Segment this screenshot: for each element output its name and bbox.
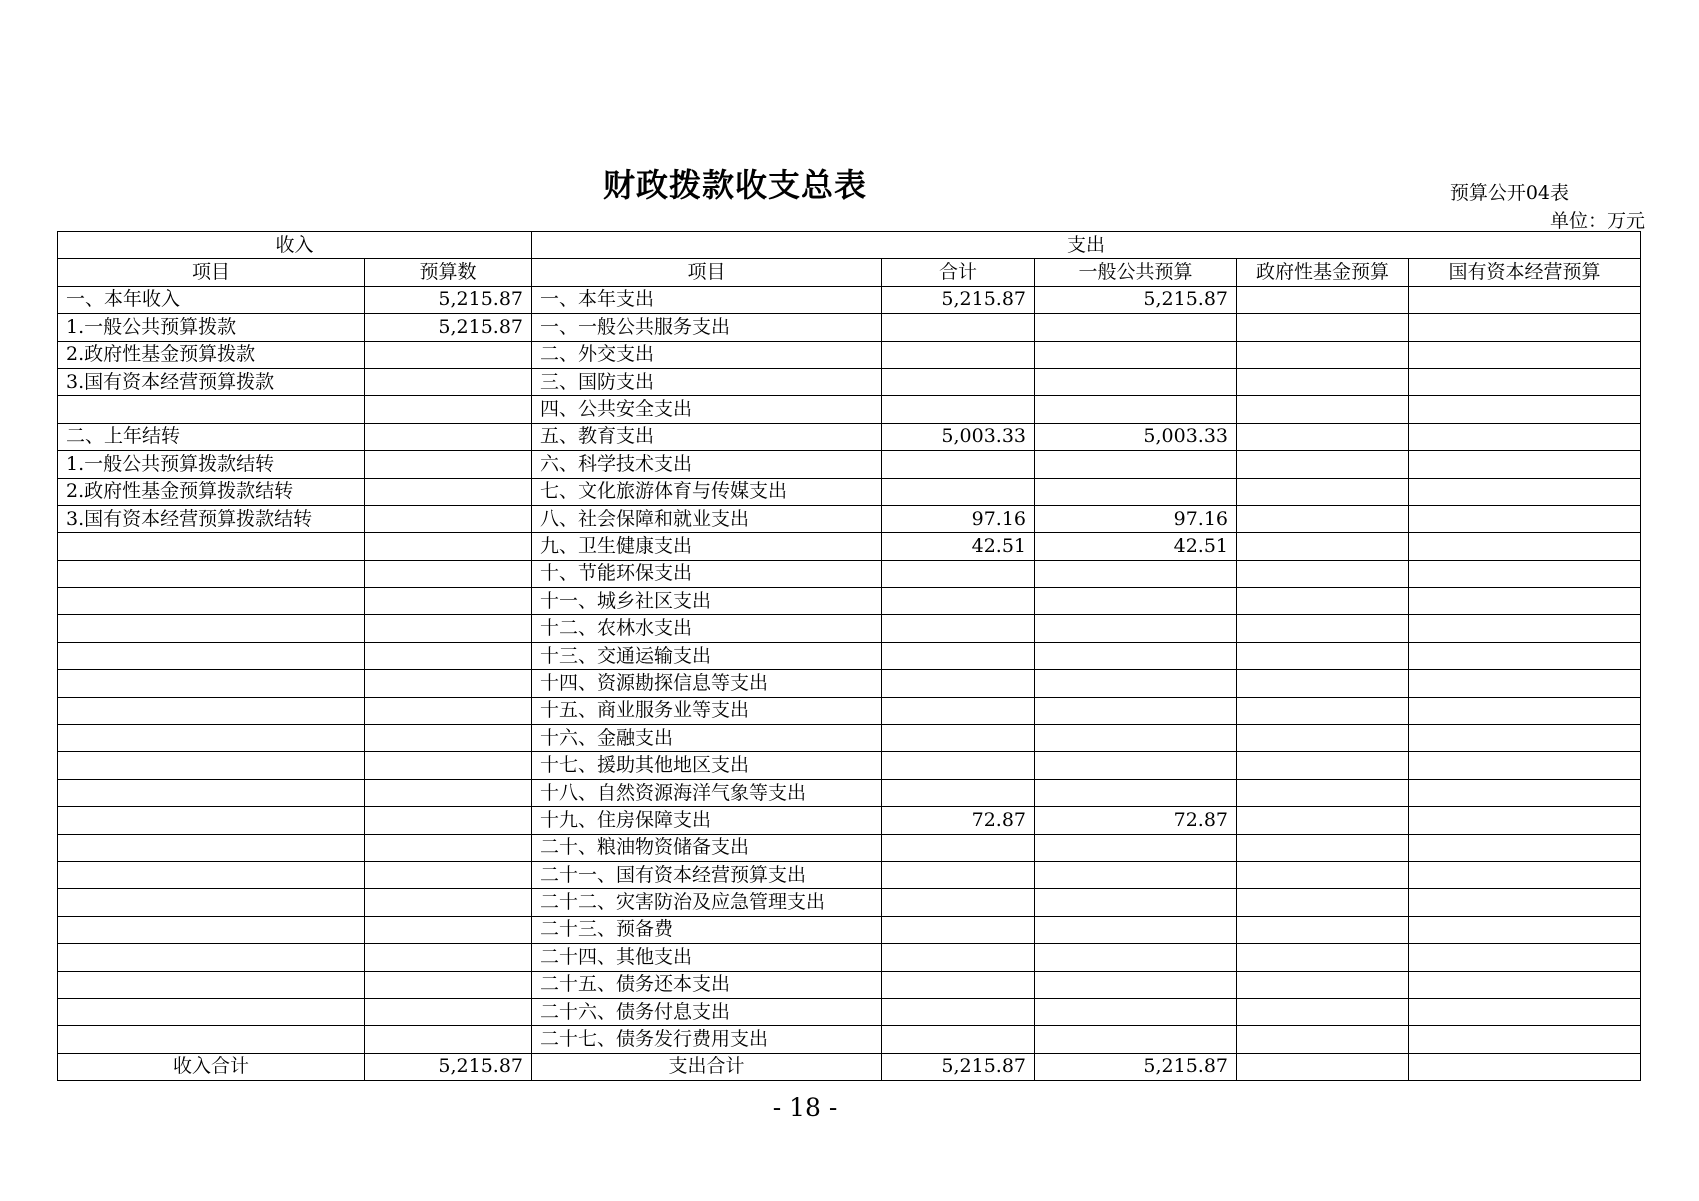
table-row (58, 834, 1641, 861)
income-item-cell (58, 697, 365, 724)
general-public-cell: 72.87 (1035, 807, 1237, 834)
general-public-header: 一般公共预算 (1035, 259, 1237, 286)
total-cell (882, 588, 1035, 615)
total-cell (882, 834, 1035, 861)
state-capital-cell (1409, 368, 1641, 395)
state-capital-cell (1409, 998, 1641, 1025)
income-amount-cell (365, 916, 532, 943)
gov-fund-cell (1237, 725, 1409, 752)
income-amount-cell (365, 725, 532, 752)
fiscal-summary-table (57, 231, 1641, 1081)
expense-item-cell: 六、科学技术支出 (532, 451, 882, 478)
expense-item-cell: 十四、资源勘探信息等支出 (532, 670, 882, 697)
table-row (58, 779, 1641, 806)
income-amount-cell (365, 752, 532, 779)
state-capital-cell (1409, 286, 1641, 313)
total-cell: 42.51 (882, 533, 1035, 560)
gov-fund-cell (1237, 752, 1409, 779)
table-row (58, 861, 1641, 888)
table-row (58, 314, 1641, 341)
general-public-cell (1035, 752, 1237, 779)
general-public-cell (1035, 396, 1237, 423)
gov-fund-cell (1237, 533, 1409, 560)
table-row (58, 533, 1641, 560)
expense-item-cell: 二十四、其他支出 (532, 944, 882, 971)
state-capital-cell (1409, 314, 1641, 341)
general-public-cell (1035, 998, 1237, 1025)
income-item-cell (58, 396, 365, 423)
expense-item-cell: 十七、援助其他地区支出 (532, 752, 882, 779)
general-public-cell (1035, 1026, 1237, 1053)
income-amount-cell (365, 588, 532, 615)
expense-item-cell: 四、公共安全支出 (532, 396, 882, 423)
general-public-cell (1035, 670, 1237, 697)
total-cell (882, 916, 1035, 943)
total-cell: 72.87 (882, 807, 1035, 834)
total-header: 合计 (882, 259, 1035, 286)
income-amount-cell (365, 807, 532, 834)
income-amount-cell (365, 779, 532, 806)
table-row (58, 478, 1641, 505)
general-public-cell (1035, 368, 1237, 395)
expense-item-cell: 二十六、债务付息支出 (532, 998, 882, 1025)
table-row (58, 752, 1641, 779)
state-capital-cell (1409, 615, 1641, 642)
table-row (58, 916, 1641, 943)
general-public-cell: 97.16 (1035, 505, 1237, 532)
table-row (58, 642, 1641, 669)
gov-fund-cell (1237, 642, 1409, 669)
state-capital-cell (1409, 396, 1641, 423)
total-cell (882, 944, 1035, 971)
income-item-cell (58, 670, 365, 697)
general-public-cell (1035, 478, 1237, 505)
total-cell (882, 341, 1035, 368)
state-capital-cell (1409, 752, 1641, 779)
income-item-cell (58, 1026, 365, 1053)
table-row (58, 1026, 1641, 1053)
state-capital-cell (1409, 807, 1641, 834)
gov-fund-cell (1237, 998, 1409, 1025)
table-title: 财政拨款收支总表 (602, 166, 867, 204)
total-cell (882, 971, 1035, 998)
income-item-cell: 二、上年结转 (58, 423, 365, 450)
total-cell: 5,003.33 (882, 423, 1035, 450)
expense-item-cell: 五、教育支出 (532, 423, 882, 450)
income-amount-cell (365, 642, 532, 669)
total-cell: 5,215.87 (882, 286, 1035, 313)
income-item-cell (58, 725, 365, 752)
gov-fund-cell (1237, 314, 1409, 341)
state-capital-cell (1409, 670, 1641, 697)
income-amount-cell (365, 944, 532, 971)
table-row (58, 807, 1641, 834)
expense-item-cell: 一、一般公共服务支出 (532, 314, 882, 341)
table-row (58, 670, 1641, 697)
general-public-cell (1035, 451, 1237, 478)
state-capital-cell (1409, 1026, 1641, 1053)
total-cell (882, 642, 1035, 669)
expense-item-cell: 十八、自然资源海洋气象等支出 (532, 779, 882, 806)
state-capital-cell (1409, 861, 1641, 888)
general-public-cell: 5,003.33 (1035, 423, 1237, 450)
table-row (58, 286, 1641, 313)
table-row (58, 505, 1641, 532)
gov-fund-cell (1237, 286, 1409, 313)
income-amount-cell (365, 998, 532, 1025)
expense-item-cell: 十、节能环保支出 (532, 560, 882, 587)
income-item-cell (58, 779, 365, 806)
state-capital-cell (1409, 451, 1641, 478)
table-row (58, 588, 1641, 615)
total-cell (882, 314, 1035, 341)
total-cell (882, 752, 1035, 779)
expense-item-cell: 二、外交支出 (532, 341, 882, 368)
expense-item-cell: 十五、商业服务业等支出 (532, 697, 882, 724)
table-row (58, 944, 1641, 971)
state-capital-cell (1409, 533, 1641, 560)
table-row (58, 889, 1641, 916)
income-amount-cell (365, 368, 532, 395)
gov-fund-cell (1237, 944, 1409, 971)
state-capital-cell (1409, 642, 1641, 669)
state-capital-cell (1409, 423, 1641, 450)
income-item-cell: 1.一般公共预算拨款 (58, 314, 365, 341)
expense-item-cell: 十二、农林水支出 (532, 615, 882, 642)
expense-item-cell: 三、国防支出 (532, 368, 882, 395)
general-public-cell (1035, 725, 1237, 752)
table-row (58, 396, 1641, 423)
income-header: 收入 (58, 232, 532, 259)
state-capital-cell (1409, 725, 1641, 752)
table-row (58, 423, 1641, 450)
income-amount-cell (365, 697, 532, 724)
gov-fund-cell (1237, 341, 1409, 368)
income-amount-cell: 5,215.87 (365, 314, 532, 341)
income-item-cell: 2.政府性基金预算拨款 (58, 341, 365, 368)
general-public-cell (1035, 588, 1237, 615)
expense-item-cell: 十六、金融支出 (532, 725, 882, 752)
income-item-cell (58, 944, 365, 971)
general-public-cell (1035, 971, 1237, 998)
total-cell (882, 1026, 1035, 1053)
state-capital-cell (1409, 588, 1641, 615)
income-amount-cell (365, 423, 532, 450)
total-cell (882, 725, 1035, 752)
total-cell (882, 779, 1035, 806)
general-public-total: 5,215.87 (1035, 1053, 1237, 1080)
state-capital-total (1409, 1053, 1641, 1080)
table-row (58, 697, 1641, 724)
state-capital-cell (1409, 505, 1641, 532)
gov-fund-cell (1237, 423, 1409, 450)
table-row (58, 971, 1641, 998)
totals-row (58, 1053, 1641, 1080)
total-cell (882, 697, 1035, 724)
income-item-cell (58, 588, 365, 615)
total-cell (882, 861, 1035, 888)
gov-fund-cell (1237, 697, 1409, 724)
income-amount-cell (365, 396, 532, 423)
table-row (58, 451, 1641, 478)
income-item-cell (58, 807, 365, 834)
income-item-cell (58, 752, 365, 779)
gov-fund-cell (1237, 396, 1409, 423)
table-row (58, 368, 1641, 395)
income-amount-cell (365, 478, 532, 505)
general-public-cell (1035, 861, 1237, 888)
table-row (58, 615, 1641, 642)
expense-item-cell: 二十七、债务发行费用支出 (532, 1026, 882, 1053)
state-capital-cell (1409, 916, 1641, 943)
income-item-cell (58, 560, 365, 587)
expense-item-cell: 十九、住房保障支出 (532, 807, 882, 834)
general-public-cell (1035, 889, 1237, 916)
gov-fund-cell (1237, 1026, 1409, 1053)
total-cell (882, 396, 1035, 423)
general-public-cell (1035, 615, 1237, 642)
general-public-cell (1035, 944, 1237, 971)
total-cell (882, 615, 1035, 642)
general-public-cell: 42.51 (1035, 533, 1237, 560)
form-id: 预算公开04表 (1449, 182, 1569, 204)
income-item-cell (58, 998, 365, 1025)
income-amount-cell (365, 615, 532, 642)
income-amount-cell (365, 505, 532, 532)
income-item-header: 项目 (58, 259, 365, 286)
expense-item-cell: 二十一、国有资本经营预算支出 (532, 861, 882, 888)
page-number: - 18 - (772, 1093, 838, 1122)
income-item-cell (58, 861, 365, 888)
expense-item-cell: 十一、城乡社区支出 (532, 588, 882, 615)
table-row (58, 560, 1641, 587)
expense-item-header: 项目 (532, 259, 882, 286)
total-cell (882, 560, 1035, 587)
general-public-cell (1035, 642, 1237, 669)
gov-fund-cell (1237, 560, 1409, 587)
total-cell (882, 368, 1035, 395)
expense-item-cell: 二十五、债务还本支出 (532, 971, 882, 998)
gov-fund-cell (1237, 779, 1409, 806)
total-cell (882, 998, 1035, 1025)
income-amount-cell (365, 560, 532, 587)
income-item-cell (58, 615, 365, 642)
income-item-cell (58, 889, 365, 916)
table-row (58, 725, 1641, 752)
gov-fund-cell (1237, 505, 1409, 532)
unit-label: 单位：万元 (1549, 210, 1645, 232)
income-amount-cell (365, 889, 532, 916)
expense-item-cell: 一、本年支出 (532, 286, 882, 313)
expense-total-amount: 5,215.87 (882, 1053, 1035, 1080)
state-capital-cell (1409, 697, 1641, 724)
total-cell (882, 478, 1035, 505)
expense-item-cell: 二十三、预备费 (532, 916, 882, 943)
expense-item-cell: 十三、交通运输支出 (532, 642, 882, 669)
general-public-cell (1035, 314, 1237, 341)
gov-fund-cell (1237, 615, 1409, 642)
income-total-amount: 5,215.87 (365, 1053, 532, 1080)
gov-fund-cell (1237, 451, 1409, 478)
gov-fund-cell (1237, 478, 1409, 505)
state-capital-cell (1409, 341, 1641, 368)
expense-item-cell: 八、社会保障和就业支出 (532, 505, 882, 532)
state-capital-cell (1409, 944, 1641, 971)
general-public-cell (1035, 341, 1237, 368)
table-row (58, 998, 1641, 1025)
income-item-cell (58, 642, 365, 669)
state-capital-cell (1409, 478, 1641, 505)
gov-fund-cell (1237, 368, 1409, 395)
general-public-cell (1035, 779, 1237, 806)
general-public-cell (1035, 560, 1237, 587)
income-budget-header: 预算数 (365, 259, 532, 286)
total-cell (882, 451, 1035, 478)
general-public-cell (1035, 916, 1237, 943)
expense-item-cell: 七、文化旅游体育与传媒支出 (532, 478, 882, 505)
state-capital-cell (1409, 971, 1641, 998)
income-item-cell (58, 916, 365, 943)
income-item-cell (58, 533, 365, 560)
income-amount-cell (365, 341, 532, 368)
gov-fund-cell (1237, 807, 1409, 834)
income-amount-cell (365, 834, 532, 861)
expense-total-label: 支出合计 (532, 1053, 882, 1080)
state-capital-cell (1409, 560, 1641, 587)
gov-fund-header: 政府性基金预算 (1237, 259, 1409, 286)
income-total-label: 收入合计 (58, 1053, 365, 1080)
gov-fund-cell (1237, 971, 1409, 998)
income-amount-cell (365, 451, 532, 478)
income-item-cell: 1.一般公共预算拨款结转 (58, 451, 365, 478)
state-capital-cell (1409, 889, 1641, 916)
expense-item-cell: 九、卫生健康支出 (532, 533, 882, 560)
gov-fund-cell (1237, 670, 1409, 697)
gov-fund-cell (1237, 861, 1409, 888)
income-amount-cell (365, 533, 532, 560)
total-cell (882, 670, 1035, 697)
state-capital-header: 国有资本经营预算 (1409, 259, 1641, 286)
general-public-cell (1035, 697, 1237, 724)
state-capital-cell (1409, 834, 1641, 861)
general-public-cell: 5,215.87 (1035, 286, 1237, 313)
table-row (58, 341, 1641, 368)
income-item-cell: 3.国有资本经营预算拨款 (58, 368, 365, 395)
expense-item-cell: 二十二、灾害防治及应急管理支出 (532, 889, 882, 916)
income-amount-cell: 5,215.87 (365, 286, 532, 313)
income-amount-cell (365, 861, 532, 888)
total-cell (882, 889, 1035, 916)
gov-fund-cell (1237, 588, 1409, 615)
gov-fund-cell (1237, 834, 1409, 861)
gov-fund-total (1237, 1053, 1409, 1080)
income-amount-cell (365, 971, 532, 998)
income-amount-cell (365, 1026, 532, 1053)
income-item-cell: 一、本年收入 (58, 286, 365, 313)
expense-item-cell: 二十、粮油物资储备支出 (532, 834, 882, 861)
gov-fund-cell (1237, 889, 1409, 916)
header-row-columns (58, 259, 1641, 286)
income-amount-cell (365, 670, 532, 697)
state-capital-cell (1409, 779, 1641, 806)
expense-header: 支出 (532, 232, 1641, 259)
total-cell: 97.16 (882, 505, 1035, 532)
income-item-cell: 3.国有资本经营预算拨款结转 (58, 505, 365, 532)
income-item-cell (58, 834, 365, 861)
general-public-cell (1035, 834, 1237, 861)
header-row-top (58, 232, 1641, 259)
income-item-cell: 2.政府性基金预算拨款结转 (58, 478, 365, 505)
gov-fund-cell (1237, 916, 1409, 943)
income-item-cell (58, 971, 365, 998)
